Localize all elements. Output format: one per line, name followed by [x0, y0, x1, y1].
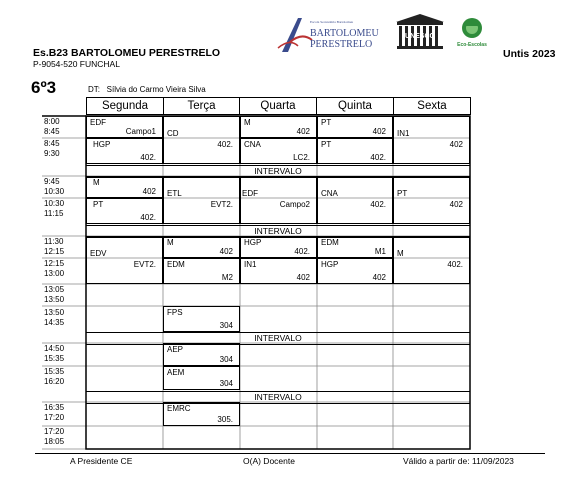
dt-name: Sílvia do Carmo Vieira Silva [106, 85, 206, 94]
lesson-cell: CNA 402. [317, 176, 393, 224]
day-header-thursday: Quinta [317, 98, 394, 115]
time-slot: 8:45 9:30 [44, 139, 60, 158]
untis-label: Untis 2023 [503, 48, 556, 60]
lesson-cell: EDM M2 [163, 258, 240, 284]
lesson-cell: AEP 304 [163, 343, 240, 366]
lesson-cell: IN1 402 [240, 258, 317, 284]
lesson-cell: PT 402. [86, 198, 163, 224]
lesson-cell: M 402 [163, 236, 240, 258]
lesson-cell: EDF Campo1 [86, 116, 163, 138]
lesson-cell: IN1 402 [393, 116, 470, 164]
lesson-cell: HGP 402 [317, 258, 393, 284]
day-header-tuesday: Terça [164, 98, 240, 115]
lesson-cell: EDV EVT2. [86, 236, 163, 284]
footer-president: A Presidente CE [70, 456, 133, 466]
lesson-cell: HGP 402. [86, 138, 163, 164]
logo-small-text: Escola Secundária Bartolomeu [310, 20, 354, 24]
time-slot: 10:30 11:15 [44, 199, 65, 218]
time-slot: 12:15 13:00 [44, 259, 65, 278]
time-slot: 15:35 16:20 [44, 367, 65, 386]
class-name: 6º3 [31, 78, 57, 97]
time-slot: 14:50 15:35 [44, 344, 65, 363]
lesson-cell: PT 402. [317, 138, 393, 164]
day-header-friday: Sexta [394, 98, 471, 115]
lesson-cell: M 402 [86, 176, 163, 198]
school-name: Es.B23 BARTOLOMEU PERESTRELO [33, 47, 221, 59]
lesson-cell: EMRC 305. [163, 402, 240, 426]
interval-bar: INTERVALO [86, 225, 470, 238]
lesson-cell: PT 402 [317, 116, 393, 138]
lesson-cell: M 402. [393, 236, 470, 284]
lesson-cell: M 402 [240, 116, 317, 138]
lesson-cell: EDM M1 [317, 236, 393, 258]
time-slot: 16:35 17:20 [44, 403, 65, 422]
unesco-text: UNESCO [405, 33, 435, 40]
time-slot: 13:05 13:50 [44, 285, 65, 304]
interval-bar: INTERVALO [86, 332, 470, 345]
dt-label: DT: [88, 85, 100, 94]
lesson-cell: AEM 304 [163, 366, 240, 390]
lesson-cell: CNA LC2. [240, 138, 317, 164]
lesson-cell: HGP 402. [240, 236, 317, 258]
lesson-cell: CD 402. [163, 116, 240, 164]
school-code: P-9054-520 FUNCHAL [33, 59, 120, 69]
time-slot: 17:20 18:05 [44, 427, 65, 446]
time-slot: 8:00 8:45 [44, 117, 60, 136]
footer-divider [35, 453, 545, 454]
day-header-wednesday: Quarta [240, 98, 317, 115]
time-slot: 11:30 12:15 [44, 237, 65, 256]
lesson-cell: FPS 304 [163, 306, 240, 332]
lesson-cell: PT 402 [393, 176, 470, 224]
footer-teacher: O(A) Docente [243, 456, 295, 466]
interval-bar: INTERVALO [86, 391, 470, 404]
logo-line2: PERESTRELO [310, 39, 373, 50]
day-header-monday: Segunda [87, 98, 164, 115]
lesson-cell: EDF Campo2 [240, 176, 317, 224]
time-slot: 9:45 10:30 [44, 177, 65, 196]
interval-bar: INTERVALO [86, 165, 470, 178]
time-slot: 13:50 14:35 [44, 308, 65, 327]
lesson-cell: ETL EVT2. [163, 176, 240, 224]
eco-label: Eco-Escolas [457, 42, 487, 48]
logo-line1: BARTOLOMEU [310, 28, 379, 39]
footer-valid: Válido a partir de: 11/09/2023 [403, 456, 514, 466]
